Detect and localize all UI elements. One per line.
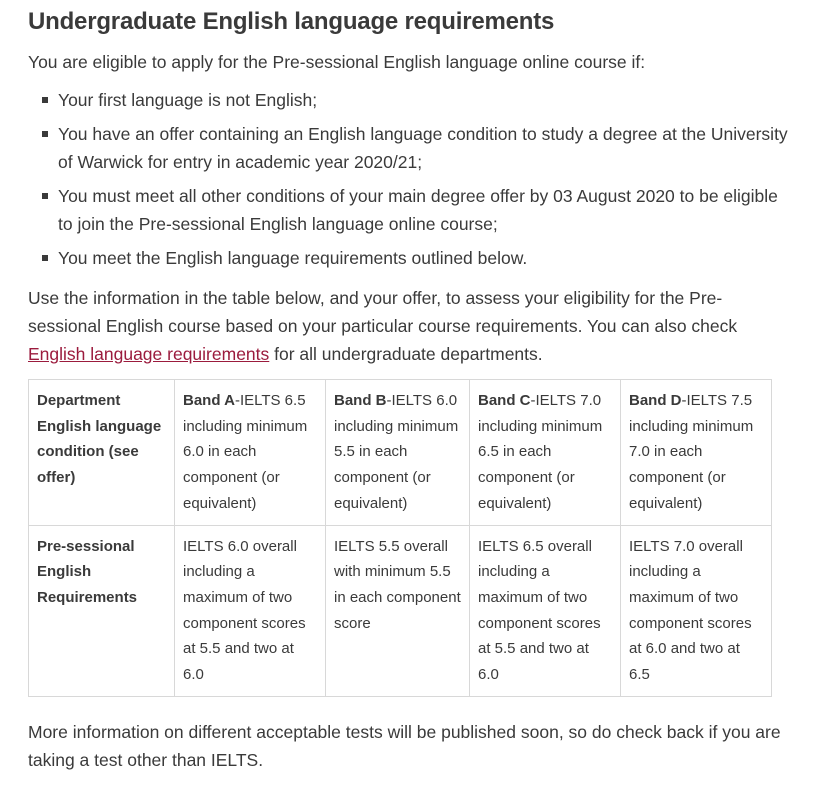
list-item	[28, 244, 788, 272]
band-description: -IELTS 7.0 including minimum 6.5 in each component (or equivalent)	[478, 392, 603, 512]
info-paragraph	[28, 284, 788, 368]
list-item	[28, 120, 788, 176]
requirement-cell: IELTS 5.5 overall with minimum 5.5 in each component score	[326, 525, 470, 696]
bullet-icon	[42, 193, 48, 199]
list-item-text: You have an offer containing an English language condition to study a degree at the University of Warwick for entry in academic year 2020/21;	[58, 124, 788, 172]
page-title: Undergraduate English language requirements	[28, 8, 555, 35]
band-c-cell	[470, 380, 621, 526]
band-b-cell	[326, 380, 470, 526]
intro-text: You are eligible to apply for the Pre-sessional English language online course if:	[28, 52, 646, 72]
row-header-presessional: Pre-sessional English Requirements	[29, 525, 175, 696]
list-item-text: Your first language is not English;	[58, 90, 318, 110]
table-row	[29, 380, 772, 526]
bullet-icon	[42, 131, 48, 137]
band-name: Band C	[478, 392, 531, 409]
requirement-cell: IELTS 7.0 overall including a maximum of two component scores at 6.0 and two at 6.5	[621, 525, 772, 696]
bullet-icon	[42, 97, 48, 103]
requirement-cell: IELTS 6.0 overall including a maximum of two component scores at 5.5 and two at 6.0	[175, 525, 326, 696]
list-item	[28, 182, 788, 238]
bullet-icon	[42, 255, 48, 261]
requirements-table	[28, 379, 772, 697]
table-row	[29, 525, 772, 696]
list-item	[28, 86, 788, 114]
band-description: -IELTS 7.5 including minimum 7.0 in each component (or equivalent)	[629, 392, 754, 512]
list-item-text: You meet the English language requirements outlined below.	[58, 248, 528, 268]
band-description: -IELTS 6.0 including minimum 5.5 in each component (or equivalent)	[334, 392, 459, 512]
band-description: -IELTS 6.5 including minimum 6.0 in each component (or equivalent)	[183, 392, 308, 512]
band-name: Band D	[629, 392, 682, 409]
eligibility-list	[28, 86, 788, 278]
band-d-cell	[621, 380, 772, 526]
outro-text: More information on different acceptable tests will be published soon, so do check back if you are taking a test other than IELTS.	[28, 722, 781, 770]
english-requirements-link[interactable]: English language requirements	[28, 344, 270, 364]
row-header-department: Department English language condition (see offer)	[29, 380, 175, 526]
list-item-text: You must meet all other conditions of your main degree offer by 03 August 2020 to be eligible to join the Pre-sessional English language online course;	[58, 186, 778, 234]
band-name: Band B	[334, 392, 387, 409]
requirement-cell: IELTS 6.5 overall including a maximum of two component scores at 5.5 and two at 6.0	[470, 525, 621, 696]
band-a-cell	[175, 380, 326, 526]
info-text: Use the information in the table below, and your offer, to assess your eligibility for the Pre-sessional English course based on your particular course requirements. You can also check	[28, 288, 738, 336]
band-name: Band A	[183, 392, 235, 409]
info-text-end: for all undergraduate departments.	[269, 344, 543, 364]
